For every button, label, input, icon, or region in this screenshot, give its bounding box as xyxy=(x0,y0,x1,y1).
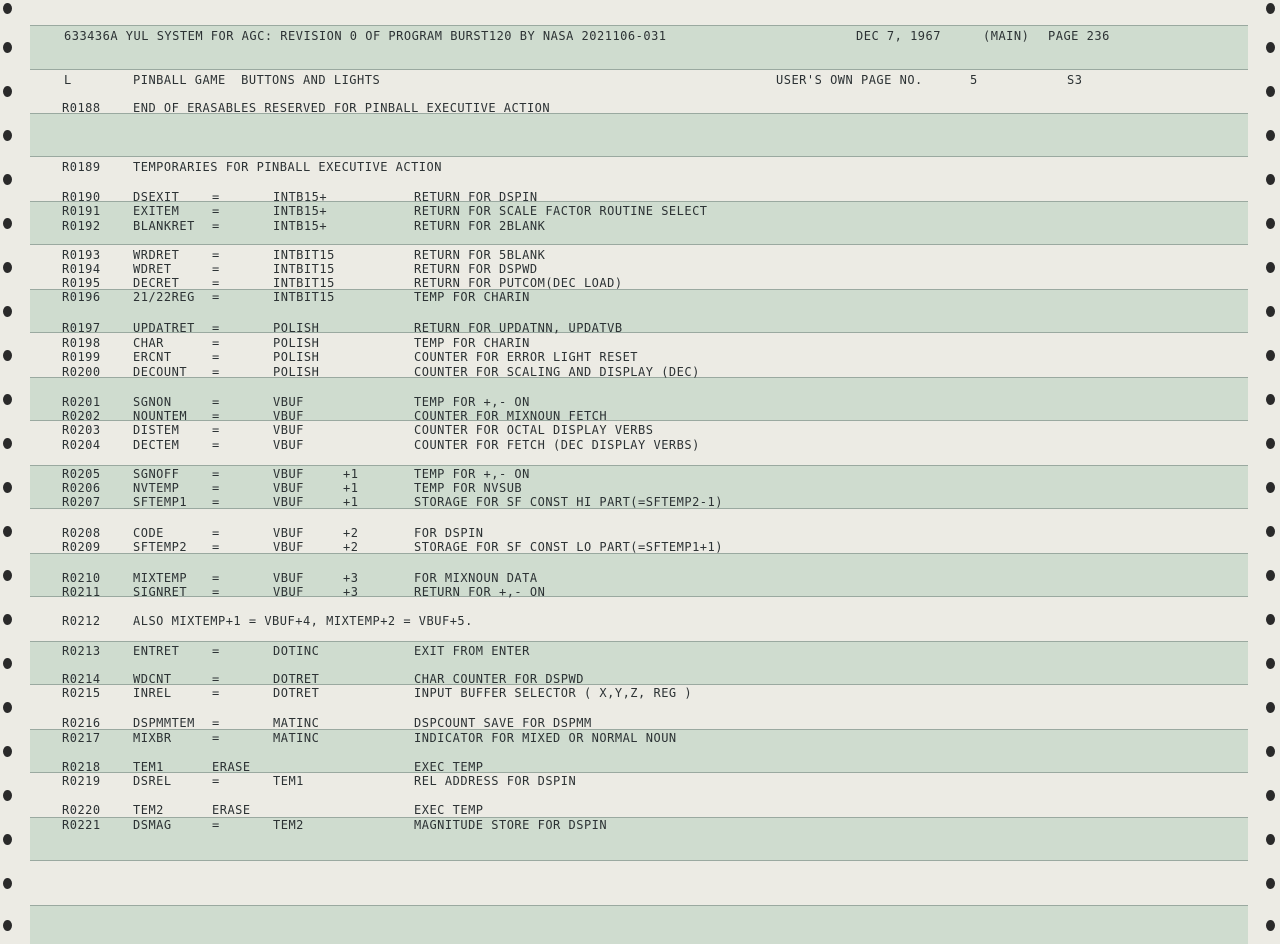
line-number: R0199 xyxy=(62,350,101,364)
tractor-hole xyxy=(3,790,12,801)
line-number: R0216 xyxy=(62,716,101,730)
line-operator: = xyxy=(212,467,220,481)
line-offset: +2 xyxy=(343,526,359,540)
line-label: UPDATRET xyxy=(133,321,195,335)
line-comment: COUNTER FOR OCTAL DISPLAY VERBS xyxy=(414,423,654,437)
tractor-hole xyxy=(3,394,12,405)
line-operator: = xyxy=(212,438,220,452)
line-label: DECTEM xyxy=(133,438,180,452)
line-operator: = xyxy=(212,276,220,290)
tractor-hole xyxy=(1266,482,1275,493)
tractor-hole xyxy=(3,174,12,185)
band-rule xyxy=(30,905,1248,906)
line-label: NOUNTEM xyxy=(133,409,188,423)
band-rule xyxy=(30,244,1248,245)
line-number: R0209 xyxy=(62,540,101,554)
line-label: MIXBR xyxy=(133,731,172,745)
line-comment: RETURN FOR +,- ON xyxy=(414,585,546,599)
line-label: MIXTEMP xyxy=(133,571,188,585)
line-operator: = xyxy=(212,495,220,509)
line-comment: INPUT BUFFER SELECTOR ( X,Y,Z, REG ) xyxy=(414,686,693,700)
line-operator: = xyxy=(212,321,220,335)
tractor-hole xyxy=(3,130,12,141)
line-number: R0203 xyxy=(62,423,101,437)
line-number: R0211 xyxy=(62,585,101,599)
line-operand: INTB15+ xyxy=(273,219,328,233)
tractor-hole xyxy=(1266,790,1275,801)
line-label: DSEXIT xyxy=(133,190,180,204)
column-l: L xyxy=(64,73,72,87)
tractor-hole xyxy=(1266,570,1275,581)
line-label: DISTEM xyxy=(133,423,180,437)
band-rule xyxy=(30,25,1248,26)
tractor-hole xyxy=(1266,350,1275,361)
paper-band xyxy=(30,113,1248,156)
line-offset: +1 xyxy=(343,467,359,481)
line-operator: = xyxy=(212,409,220,423)
line-comment: COUNTER FOR ERROR LIGHT RESET xyxy=(414,350,639,364)
line-operator: = xyxy=(212,290,220,304)
line-label: NVTEMP xyxy=(133,481,180,495)
line-operand: INTB15+ xyxy=(273,204,328,218)
tractor-hole xyxy=(3,482,12,493)
line-operand: DOTINC xyxy=(273,644,320,658)
line-operand: VBUF xyxy=(273,540,304,554)
line-comment: FOR MIXNOUN DATA xyxy=(414,571,538,585)
line-number: R0194 xyxy=(62,262,101,276)
tractor-hole xyxy=(3,42,12,53)
line-operand: VBUF xyxy=(273,395,304,409)
line-number: R0188 xyxy=(62,101,101,115)
line-comment: DSPCOUNT SAVE FOR DSPMM xyxy=(414,716,592,730)
tractor-hole xyxy=(1266,920,1275,931)
line-number: R0217 xyxy=(62,731,101,745)
tractor-hole xyxy=(3,614,12,625)
tractor-hole xyxy=(3,350,12,361)
line-number: R0219 xyxy=(62,774,101,788)
line-number: R0215 xyxy=(62,686,101,700)
line-remark: ALSO MIXTEMP+1 = VBUF+4, MIXTEMP+2 = VBUF+5. xyxy=(133,614,473,628)
line-label: DSREL xyxy=(133,774,172,788)
line-operator: = xyxy=(212,350,220,364)
band-rule xyxy=(30,69,1248,70)
line-operand: MATINC xyxy=(273,716,320,730)
line-number: R0201 xyxy=(62,395,101,409)
line-number: R0205 xyxy=(62,467,101,481)
line-number: R0198 xyxy=(62,336,101,350)
line-comment: EXEC TEMP xyxy=(414,803,484,817)
line-comment: COUNTER FOR FETCH (DEC DISPLAY VERBS) xyxy=(414,438,700,452)
tractor-hole xyxy=(3,86,12,97)
tractor-hole xyxy=(1266,3,1275,14)
line-comment: TEMP FOR NVSUB xyxy=(414,481,523,495)
line-operand: TEM2 xyxy=(273,818,304,832)
line-label: WDRET xyxy=(133,262,172,276)
line-number: R0214 xyxy=(62,672,101,686)
line-comment: COUNTER FOR SCALING AND DISPLAY (DEC) xyxy=(414,365,700,379)
line-label: SFTEMP1 xyxy=(133,495,188,509)
line-operator: = xyxy=(212,774,220,788)
line-operand: INTB15+ xyxy=(273,190,328,204)
line-comment: STORAGE FOR SF CONST LO PART(=SFTEMP1+1) xyxy=(414,540,723,554)
tractor-hole xyxy=(1266,526,1275,537)
line-operand: INTBIT15 xyxy=(273,248,335,262)
line-operand: VBUF xyxy=(273,409,304,423)
section-title: PINBALL GAME BUTTONS AND LIGHTS xyxy=(133,73,381,87)
line-label: WRDRET xyxy=(133,248,180,262)
line-label: DSMAG xyxy=(133,818,172,832)
line-number: R0197 xyxy=(62,321,101,335)
line-operand: POLISH xyxy=(273,365,320,379)
line-operand: VBUF xyxy=(273,585,304,599)
line-number: R0190 xyxy=(62,190,101,204)
line-operator: = xyxy=(212,481,220,495)
tractor-hole xyxy=(3,702,12,713)
line-number: R0213 xyxy=(62,644,101,658)
line-comment: STORAGE FOR SF CONST HI PART(=SFTEMP2-1) xyxy=(414,495,723,509)
line-operator: = xyxy=(212,219,220,233)
line-number: R0220 xyxy=(62,803,101,817)
line-operator: = xyxy=(212,818,220,832)
line-operand: INTBIT15 xyxy=(273,276,335,290)
line-operand: POLISH xyxy=(273,350,320,364)
line-label: DSPMMTEM xyxy=(133,716,195,730)
band-rule xyxy=(30,465,1248,466)
line-label: TEM2 xyxy=(133,803,164,817)
line-comment: RETURN FOR PUTCOM(DEC LOAD) xyxy=(414,276,623,290)
line-label: CHAR xyxy=(133,336,164,350)
line-label: WDCNT xyxy=(133,672,172,686)
line-operator: = xyxy=(212,731,220,745)
line-comment: RETURN FOR DSPWD xyxy=(414,262,538,276)
line-operator: = xyxy=(212,571,220,585)
band-rule xyxy=(30,156,1248,157)
tractor-hole xyxy=(3,570,12,581)
line-operator: = xyxy=(212,526,220,540)
line-number: R0195 xyxy=(62,276,101,290)
line-number: R0212 xyxy=(62,614,101,628)
line-number: R0204 xyxy=(62,438,101,452)
tractor-hole xyxy=(3,306,12,317)
line-comment: RETURN FOR DSPIN xyxy=(414,190,538,204)
band-rule xyxy=(30,641,1248,642)
line-number: R0192 xyxy=(62,219,101,233)
line-operator: = xyxy=(212,365,220,379)
tractor-hole xyxy=(1266,130,1275,141)
line-number: R0208 xyxy=(62,526,101,540)
line-operator: ERASE xyxy=(212,760,251,774)
line-offset: +1 xyxy=(343,495,359,509)
line-comment: REL ADDRESS FOR DSPIN xyxy=(414,774,577,788)
tractor-hole xyxy=(1266,614,1275,625)
band-rule xyxy=(30,860,1248,861)
line-operand: DOTRET xyxy=(273,672,320,686)
line-label: SFTEMP2 xyxy=(133,540,188,554)
line-operand: TEM1 xyxy=(273,774,304,788)
line-operand: VBUF xyxy=(273,438,304,452)
line-label: BLANKRET xyxy=(133,219,195,233)
line-operand: VBUF xyxy=(273,423,304,437)
line-operator: = xyxy=(212,423,220,437)
line-number: R0191 xyxy=(62,204,101,218)
line-comment: RETURN FOR UPDATNN, UPDATVB xyxy=(414,321,623,335)
line-operator: = xyxy=(212,540,220,554)
line-comment: COUNTER FOR MIXNOUN FETCH xyxy=(414,409,608,423)
tractor-hole xyxy=(1266,878,1275,889)
tractor-hole xyxy=(3,920,12,931)
line-comment: RETURN FOR 2BLANK xyxy=(414,219,546,233)
line-label: ERCNT xyxy=(133,350,172,364)
line-comment: CHAR COUNTER FOR DSPWD xyxy=(414,672,584,686)
line-label: SIGNRET xyxy=(133,585,188,599)
line-operator: = xyxy=(212,644,220,658)
tractor-hole xyxy=(1266,218,1275,229)
line-number: R0193 xyxy=(62,248,101,262)
line-operand: MATINC xyxy=(273,731,320,745)
line-operand: DOTRET xyxy=(273,686,320,700)
line-operator: ERASE xyxy=(212,803,251,817)
line-comment: EXEC TEMP xyxy=(414,760,484,774)
line-operator: = xyxy=(212,190,220,204)
tractor-hole xyxy=(1266,86,1275,97)
line-number: R0218 xyxy=(62,760,101,774)
line-label: EXITEM xyxy=(133,204,180,218)
line-comment: MAGNITUDE STORE FOR DSPIN xyxy=(414,818,608,832)
line-operand: INTBIT15 xyxy=(273,290,335,304)
tractor-hole xyxy=(1266,746,1275,757)
listing-date: DEC 7, 1967 xyxy=(856,29,941,43)
tractor-hole xyxy=(1266,306,1275,317)
tractor-hole xyxy=(1266,438,1275,449)
line-label: DECRET xyxy=(133,276,180,290)
line-remark: END OF ERASABLES RESERVED FOR PINBALL EXECUTIVE ACTION xyxy=(133,101,551,115)
line-operator: = xyxy=(212,672,220,686)
line-label: 21/22REG xyxy=(133,290,195,304)
line-operand: VBUF xyxy=(273,495,304,509)
line-operator: = xyxy=(212,262,220,276)
line-number: R0200 xyxy=(62,365,101,379)
line-operand: VBUF xyxy=(273,571,304,585)
tractor-hole xyxy=(3,746,12,757)
line-comment: EXIT FROM ENTER xyxy=(414,644,530,658)
line-comment: RETURN FOR SCALE FACTOR ROUTINE SELECT xyxy=(414,204,708,218)
line-comment: TEMP FOR CHARIN xyxy=(414,336,530,350)
listing-banner: 633436A YUL SYSTEM FOR AGC: REVISION 0 OF PROGRAM BURST120 BY NASA 2021106-031 xyxy=(64,29,667,43)
line-label: CODE xyxy=(133,526,164,540)
line-number: R0210 xyxy=(62,571,101,585)
tractor-hole xyxy=(1266,834,1275,845)
line-operand: VBUF xyxy=(273,467,304,481)
tractor-hole xyxy=(3,834,12,845)
line-comment: INDICATOR FOR MIXED OR NORMAL NOUN xyxy=(414,731,677,745)
line-remark: TEMPORARIES FOR PINBALL EXECUTIVE ACTION xyxy=(133,160,442,174)
listing-main: (MAIN) xyxy=(983,29,1030,43)
line-number: R0202 xyxy=(62,409,101,423)
tractor-hole xyxy=(1266,394,1275,405)
line-label: SGNON xyxy=(133,395,172,409)
tractor-hole xyxy=(3,262,12,273)
users-page-number: 5 xyxy=(970,73,978,87)
line-comment: RETURN FOR 5BLANK xyxy=(414,248,546,262)
line-operator: = xyxy=(212,204,220,218)
line-offset: +2 xyxy=(343,540,359,554)
line-number: R0221 xyxy=(62,818,101,832)
line-operand: VBUF xyxy=(273,526,304,540)
tractor-hole xyxy=(3,438,12,449)
tractor-hole xyxy=(1266,658,1275,669)
line-offset: +3 xyxy=(343,585,359,599)
tractor-hole xyxy=(3,878,12,889)
line-number: R0206 xyxy=(62,481,101,495)
tractor-hole xyxy=(1266,174,1275,185)
line-operator: = xyxy=(212,686,220,700)
users-page-label: USER'S OWN PAGE NO. xyxy=(776,73,923,87)
line-comment: FOR DSPIN xyxy=(414,526,484,540)
line-operand: VBUF xyxy=(273,481,304,495)
line-number: R0196 xyxy=(62,290,101,304)
line-operator: = xyxy=(212,395,220,409)
line-label: SGNOFF xyxy=(133,467,180,481)
tractor-hole xyxy=(3,3,12,14)
paper-band xyxy=(30,905,1248,944)
line-operand: POLISH xyxy=(273,321,320,335)
line-offset: +1 xyxy=(343,481,359,495)
page-number: PAGE 236 xyxy=(1048,29,1110,43)
line-operator: = xyxy=(212,248,220,262)
line-comment: TEMP FOR CHARIN xyxy=(414,290,530,304)
line-operator: = xyxy=(212,585,220,599)
tractor-hole xyxy=(1266,42,1275,53)
line-comment: TEMP FOR +,- ON xyxy=(414,467,530,481)
line-operand: POLISH xyxy=(273,336,320,350)
tractor-hole xyxy=(1266,702,1275,713)
line-label: INREL xyxy=(133,686,172,700)
line-number: R0207 xyxy=(62,495,101,509)
line-operator: = xyxy=(212,716,220,730)
line-label: ENTRET xyxy=(133,644,180,658)
line-label: DECOUNT xyxy=(133,365,188,379)
line-number: R0189 xyxy=(62,160,101,174)
tractor-hole xyxy=(3,658,12,669)
line-operand: INTBIT15 xyxy=(273,262,335,276)
line-offset: +3 xyxy=(343,571,359,585)
line-label: TEM1 xyxy=(133,760,164,774)
tractor-hole xyxy=(3,526,12,537)
line-comment: TEMP FOR +,- ON xyxy=(414,395,530,409)
line-operator: = xyxy=(212,336,220,350)
tractor-hole xyxy=(3,218,12,229)
tractor-hole xyxy=(1266,262,1275,273)
section-code: S3 xyxy=(1067,73,1083,87)
